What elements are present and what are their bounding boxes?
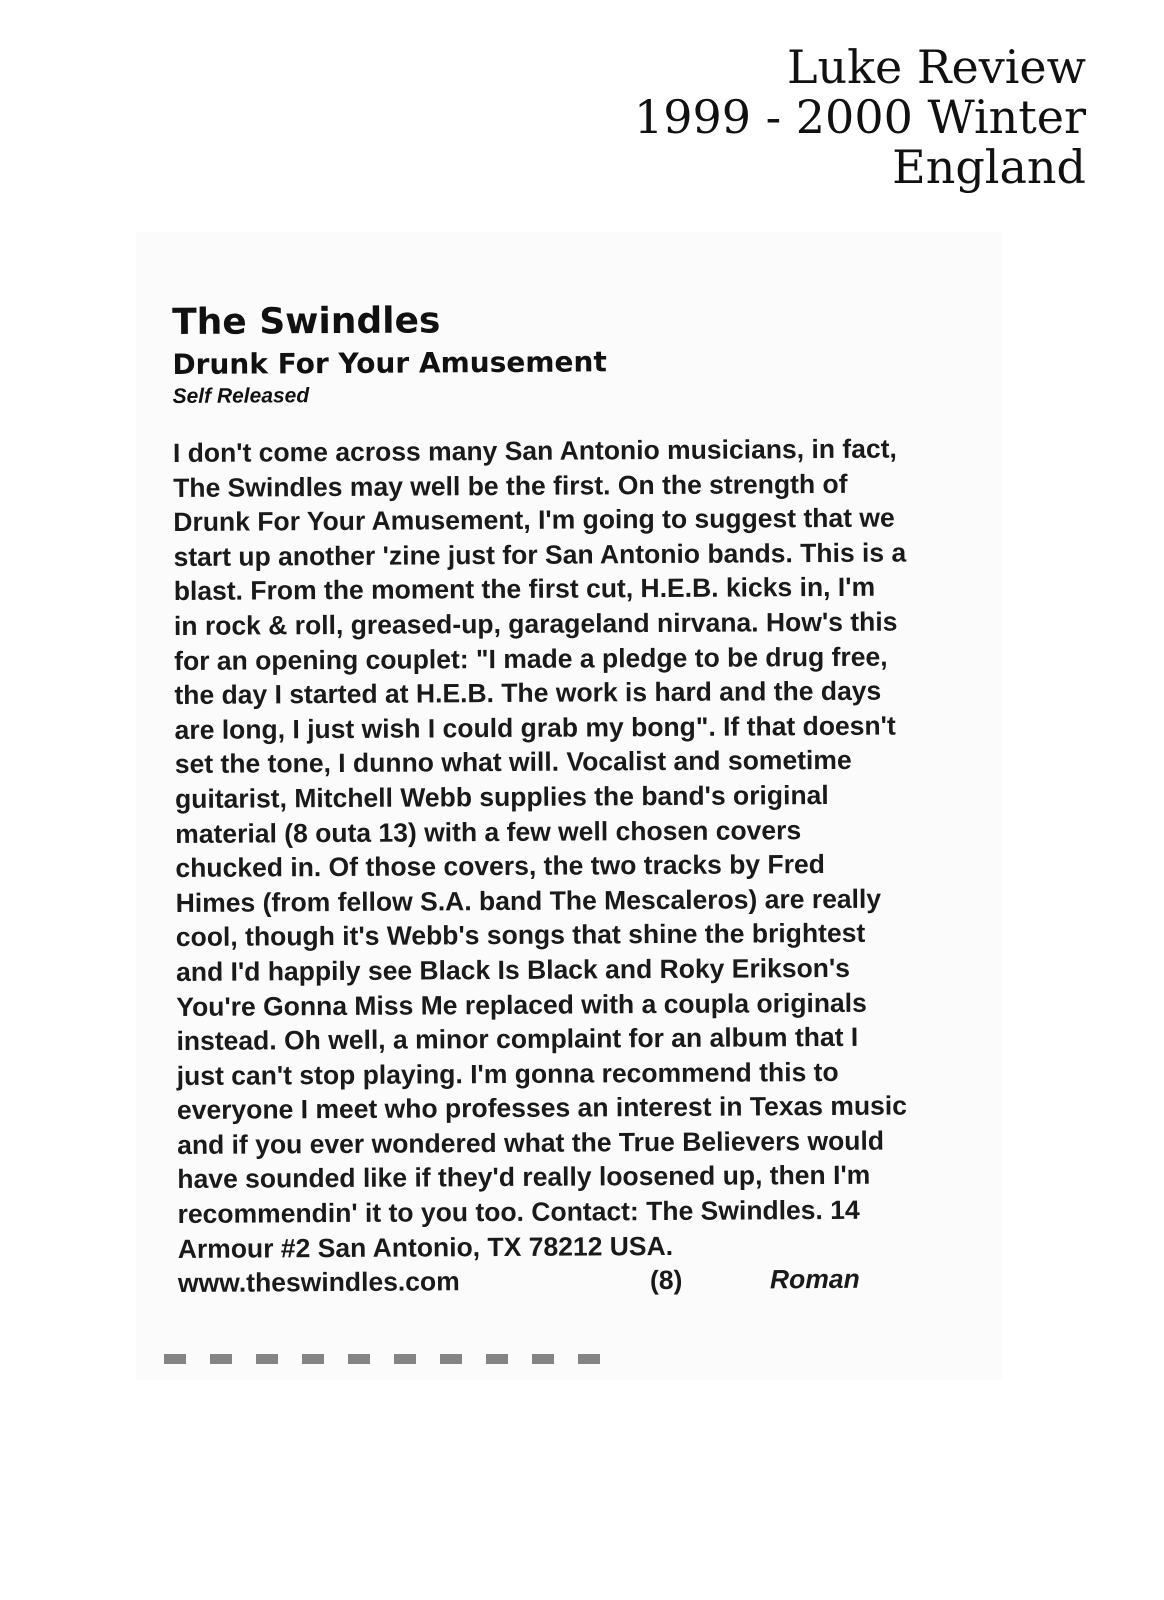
review-body — [173, 431, 978, 1302]
review-line: set the tone, I dunno what will. Vocalist and sometime — [174, 745, 852, 780]
publication-country: England — [892, 140, 1086, 194]
review-line: and if you ever wondered what the True Believers would — [177, 1125, 885, 1160]
review-footer — [178, 1261, 978, 1302]
review-line: everyone I meet who professes an interest in Texas music — [176, 1090, 908, 1126]
review-line: Armour #2 San Antonio, TX 78212 USA. — [177, 1230, 674, 1264]
review-article — [172, 297, 978, 1302]
clipping-cut-edge — [164, 1354, 604, 1364]
review-line: instead. Oh well, a minor complaint for an album that I — [176, 1021, 859, 1057]
reviewer-name: Roman — [769, 1264, 860, 1295]
review-line: Himes (from fellow S.A. band The Mescaleros) are really — [175, 883, 882, 918]
review-rating: (8) — [649, 1265, 683, 1296]
review-line: just can't stop playing. I'm gonna recommend this to — [176, 1056, 839, 1091]
review-line: and I'd happily see Black Is Black and Roky Erikson's — [176, 952, 851, 987]
publication-name: Luke Review — [786, 40, 1086, 94]
review-line: Drunk For Your Amusement, I'm going to suggest that we — [173, 502, 895, 538]
review-line: chucked in. Of those covers, the two tracks by Fred — [175, 849, 825, 884]
review-line: material (8 outa 13) with a few well chosen covers — [175, 814, 802, 849]
review-line: recommendin' it to you too. Contact: The Swindles. 14 — [177, 1194, 860, 1230]
review-line: guitarist, Mitchell Webb supplies the band's original — [174, 779, 829, 814]
review-line: in rock & roll, greased-up, garageland nirvana. How's this — [173, 606, 898, 641]
review-line: for an opening couplet: "I made a pledge to be drug free, — [174, 641, 888, 676]
publication-header — [634, 42, 1086, 192]
review-line: blast. From the moment the first cut, H.E.B. kicks in, I'm — [173, 572, 876, 607]
band-name: The Swindles — [172, 300, 441, 343]
review-line: I don't come across many San Antonio musicians, in fact, — [172, 433, 897, 468]
review-line: the day I started at H.E.B. The work is hard and the days — [174, 675, 882, 711]
review-line: cool, though it's Webb's songs that shine the brightest — [175, 918, 866, 953]
review-line: The Swindles may well be the first. On the strength of — [173, 468, 848, 503]
album-title: Drunk For Your Amusement — [172, 345, 607, 381]
band-website: www.theswindles.com — [177, 1266, 460, 1299]
review-line: start up another 'zine just for San Antonio bands. This is a — [173, 537, 907, 572]
review-line: have sounded like if they'd really loosened up, then I'm — [177, 1160, 871, 1195]
review-line: You're Gonna Miss Me replaced with a coupla originals — [176, 987, 867, 1022]
review-line: are long, I just wish I could grab my bong". If that doesn't — [174, 710, 896, 745]
record-label: Self Released — [172, 384, 310, 408]
publication-issue: 1999 - 2000 Winter — [633, 90, 1086, 144]
